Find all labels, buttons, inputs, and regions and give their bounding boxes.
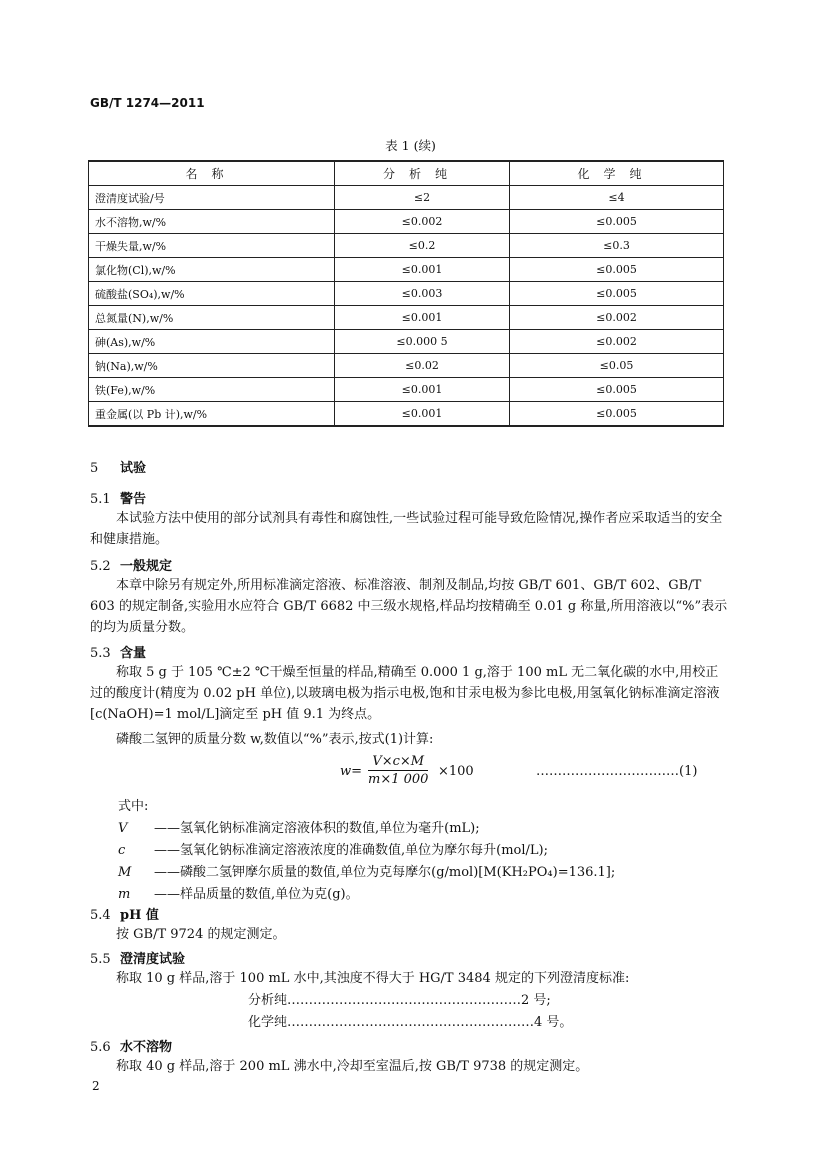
- clarity-grade-analytical: 分析纯………………………………………………2 号;: [248, 993, 551, 1008]
- chemical-value: ≤0.002: [510, 330, 724, 354]
- row-name: 水不溶物,w/%: [89, 210, 335, 234]
- analytical-value: ≤0.001: [335, 378, 510, 402]
- table-row: [89, 186, 724, 210]
- section-5-6-heading: [90, 1036, 172, 1055]
- section-5-5-body: 称取 10 g 样品,溶于 100 mL 水中,其浊度不得大于 HG/T 3484 规定的下列澄清度标准:: [116, 971, 630, 986]
- definition-text: ——氢氧化钠标准滴定溶液体积的数值,单位为毫升(mL);: [154, 821, 480, 836]
- formula-fraction: [368, 754, 428, 787]
- table-row: [89, 234, 724, 258]
- chemical-value: ≤0.005: [510, 402, 724, 427]
- formula-factor: ×100: [438, 764, 474, 779]
- analytical-value: ≤0.001: [335, 258, 510, 282]
- table-row: [89, 258, 724, 282]
- chemical-value: ≤0.3: [510, 234, 724, 258]
- formula-numerator: V×c×M: [368, 754, 428, 771]
- section-number: 5.3: [90, 646, 111, 661]
- section-5-1-heading: [90, 488, 146, 507]
- section-5-4-body: 按 GB/T 9724 的规定测定。: [116, 927, 286, 942]
- definition-symbol: c: [118, 843, 126, 858]
- table-row: [89, 306, 724, 330]
- column-header-chemical: 化学纯: [510, 161, 724, 186]
- row-name: 砷(As),w/%: [89, 330, 335, 354]
- section-number: 5.6: [90, 1040, 111, 1055]
- analytical-value: ≤0.001: [335, 402, 510, 427]
- section-5-4-heading: [90, 904, 159, 923]
- row-name: 总氮量(N),w/%: [89, 306, 335, 330]
- section-number: 5: [90, 461, 99, 476]
- section-5-3-heading: [90, 642, 146, 661]
- row-name: 铁(Fe),w/%: [89, 378, 335, 402]
- definition-text: ——样品质量的数值,单位为克(g)。: [154, 887, 359, 902]
- section-title: 澄清度试验: [120, 952, 186, 967]
- section-5-6-body: 称取 40 g 样品,溶于 200 mL 沸水中,冷却至室温后,按 GB/T 9738 的规定测定。: [116, 1059, 589, 1074]
- section-number: 5.5: [90, 952, 111, 967]
- section-title: 一般规定: [120, 559, 173, 574]
- formula-1: [340, 754, 730, 794]
- table-header-row: [89, 161, 724, 186]
- analytical-value: ≤2: [335, 186, 510, 210]
- table-caption: 表 1 (续): [385, 138, 436, 153]
- row-name: 重金属(以 Pb 计),w/%: [89, 402, 335, 427]
- chemical-value: ≤0.002: [510, 306, 724, 330]
- chemical-value: ≤0.005: [510, 210, 724, 234]
- formula-intro: 磷酸二氢钾的质量分数 w,数值以“%”表示,按式(1)计算:: [116, 732, 434, 747]
- definition-symbol: M: [118, 865, 132, 880]
- section-number: 5.4: [90, 908, 111, 923]
- variable-definitions: [118, 818, 615, 906]
- table-row: [89, 354, 724, 378]
- row-name: 干燥失量,w/%: [89, 234, 335, 258]
- analytical-value: ≤0.2: [335, 234, 510, 258]
- section-5-2-heading: [90, 555, 172, 574]
- definition-text: ——磷酸二氢钾摩尔质量的数值,单位为克每摩尔(g/mol)[M(KH₂PO₄)=136.1];: [154, 865, 616, 880]
- section-5-heading: [90, 457, 146, 476]
- chemical-value: ≤0.005: [510, 258, 724, 282]
- standard-code: GB/T 1274—2011: [90, 96, 205, 110]
- chemical-value: ≤0.005: [510, 378, 724, 402]
- analytical-value: ≤0.000 5: [335, 330, 510, 354]
- row-name: 澄清度试验/号: [89, 186, 335, 210]
- equation-label: ……………………………(1): [536, 764, 698, 779]
- section-5-1-body: 本试验方法中使用的部分试剂具有毒性和腐蚀性,一些试验过程可能导致危险情况,操作者应采取适当的安全和健康措施。: [90, 511, 723, 547]
- definition-item: [118, 884, 615, 906]
- table-row: [89, 402, 724, 427]
- section-title: 含量: [120, 646, 147, 661]
- analytical-value: ≤0.002: [335, 210, 510, 234]
- definition-item: [118, 818, 615, 840]
- where-label: 式中:: [118, 799, 149, 814]
- clarity-grade-chemical: 化学纯…………………………………………………4 号。: [248, 1015, 573, 1030]
- row-name: 硫酸盐(SO₄),w/%: [89, 282, 335, 306]
- table-row: [89, 330, 724, 354]
- table-row: [89, 378, 724, 402]
- page-number: 2: [92, 1079, 100, 1093]
- row-name: 钠(Na),w/%: [89, 354, 335, 378]
- section-title: 试验: [120, 461, 147, 476]
- table-row: [89, 210, 724, 234]
- definition-item: [118, 840, 615, 862]
- column-header-name: 名称: [89, 161, 335, 186]
- specification-table: [88, 160, 724, 427]
- section-5-5-heading: [90, 948, 185, 967]
- section-number: 5.2: [90, 559, 111, 574]
- row-name: 氯化物(Cl),w/%: [89, 258, 335, 282]
- chemical-value: ≤0.05: [510, 354, 724, 378]
- definition-item: [118, 862, 615, 884]
- chemical-value: ≤4: [510, 186, 724, 210]
- table-row: [89, 282, 724, 306]
- definition-text: ——氢氧化钠标准滴定溶液浓度的准确数值,单位为摩尔每升(mol/L);: [154, 843, 548, 858]
- column-header-analytical: 分析纯: [335, 161, 510, 186]
- section-number: 5.1: [90, 492, 111, 507]
- section-title: pH 值: [120, 908, 159, 923]
- section-5-2-body: 本章中除另有规定外,所用标准滴定溶液、标准溶液、制剂及制品,均按 GB/T 601、GB/T 602、GB/T 603 的规定制备,实验用水应符合 GB/T 6682 中三级水规格,样品均按精确至 0.01 g 称量,所用溶液以“%”表示的均为质量分数。: [90, 578, 728, 635]
- definition-symbol: V: [118, 821, 128, 836]
- formula-denominator: m×1 000: [368, 772, 429, 787]
- section-title: 水不溶物: [120, 1040, 173, 1055]
- definition-symbol: m: [118, 887, 131, 902]
- analytical-value: ≤0.003: [335, 282, 510, 306]
- chemical-value: ≤0.005: [510, 282, 724, 306]
- analytical-value: ≤0.02: [335, 354, 510, 378]
- formula-lhs: w=: [340, 764, 363, 779]
- section-title: 警告: [120, 492, 147, 507]
- section-5-3-body: 称取 5 g 于 105 ℃±2 ℃干燥至恒量的样品,精确至 0.000 1 g,溶于 100 mL 无二氧化碳的水中,用校正过的酸度计(精度为 0.02 pH 单位),以玻璃电极为指示电极,饱和甘汞电极为参比电极,用氢氧化钠标准滴定溶液[c(NaOH)=1 mol/L]滴定至 pH 值 9.1 为终点。: [90, 665, 720, 722]
- analytical-value: ≤0.001: [335, 306, 510, 330]
